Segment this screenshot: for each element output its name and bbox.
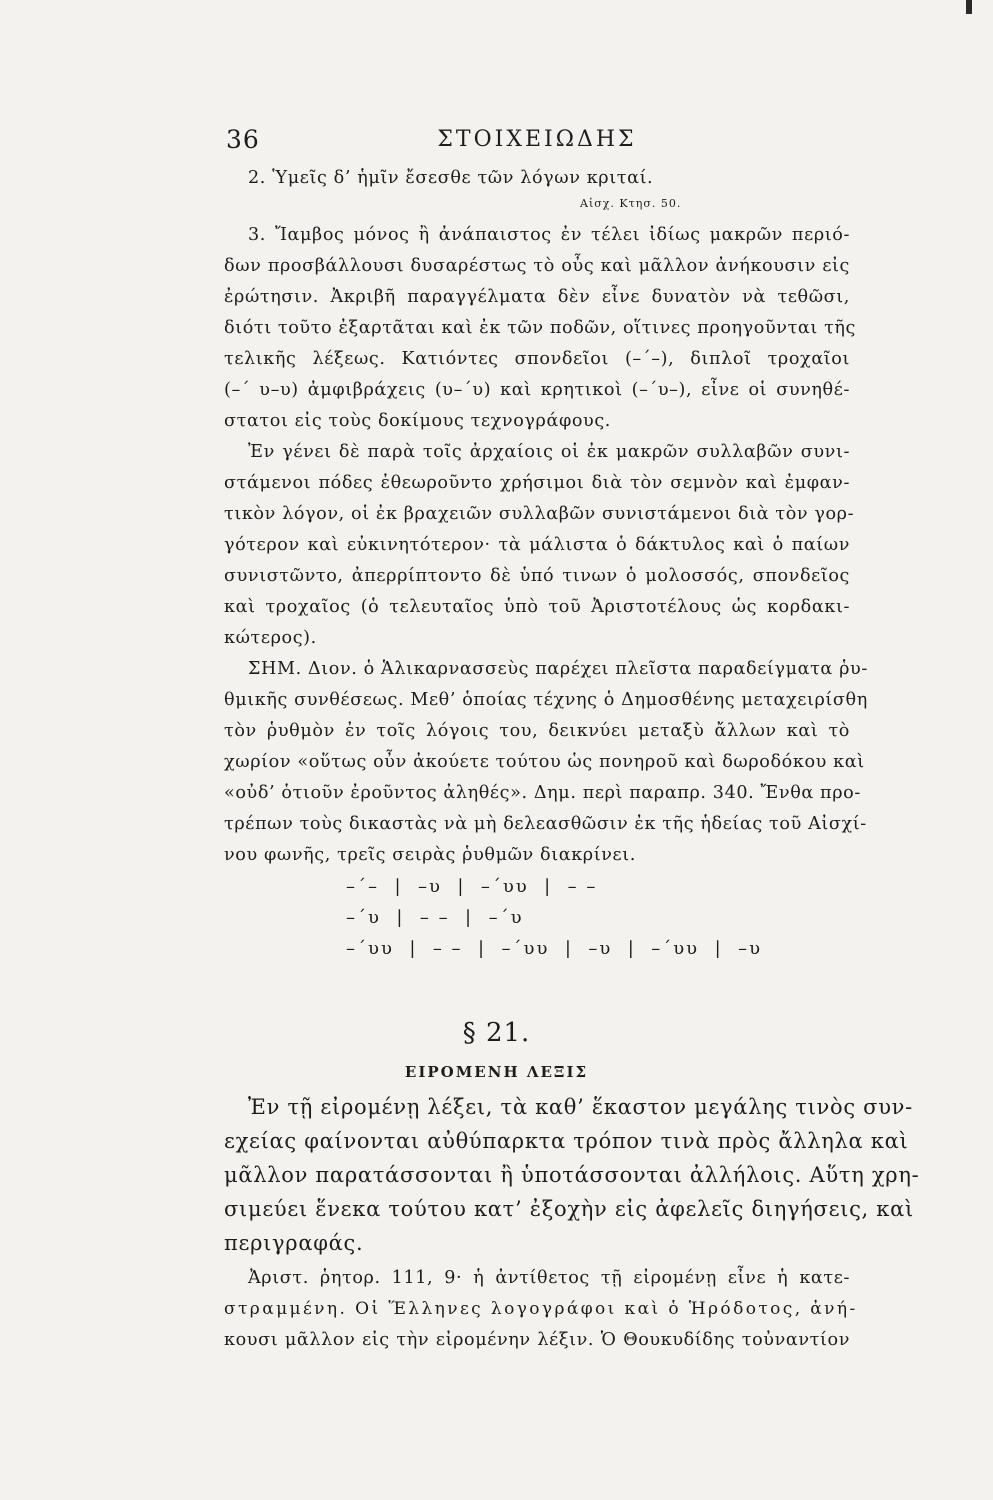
aristotle-note-line-1: Ἀριστ. ῥητορ. 111, 9· ἡ ἀντίθετος τῇ εἰρομένῃ εἶνε ἡ κατε- [248,1268,850,1288]
meters-line-1: Ἐν γένει δὲ παρὰ τοῖς ἀρχαίοις οἱ ἐκ μακρῶν συλλαβῶν συνι- [248,442,850,462]
note-line-3: τὸν ῥυθμὸν ἐν τοῖς λόγοις του, δεικνύει μεταξὺ ἄλλων καὶ τὸ [224,721,850,741]
note-line-6: τρέπων τοὺς δικαστὰς νὰ μὴ δελεασθῶσιν ἐκ τῆς ἡδείας τοῦ Αἰσχί- [224,814,867,834]
section-body-line-3: μᾶλλον παρατάσσονται ἢ ὑποτάσσονται ἀλλήλοις. Αὕτη χρη- [224,1163,920,1187]
section-body-line-1: Ἐν τῇ εἰρομένῃ λέξει, τὰ καθ’ ἕκαστον μεγάλης τινὸς συν- [248,1095,913,1119]
aristotle-note-line-2: στραμμένη. Οἱ Ἕλληνες λογογράφοι καὶ ὁ Ἡρόδοτος, ἀνή- [224,1299,858,1319]
meters-line-5: συνιστῶντο, ἀπερρίπτοντο δὲ ὑπό τινων ὁ μολοσσός, σπονδεῖος [224,566,850,586]
item-3-line-1: 3. Ἴαμβος μόνος ἢ ἀνάπαιστος ἐν τέλει ἰδίως μακρῶν περιό- [248,225,850,245]
item-2-source: Αἰσχ. Κτησ. 50. [580,197,682,210]
meters-line-4: γότερον καὶ εὐκινητότερον· τὰ μάλιστα ὁ δάκτυλος καὶ ὁ παίων [224,535,850,555]
section-body-line-4: σιμεύει ἕνεκα τούτου κατ’ ἐξοχὴν εἰς ἀφελεῖς διηγήσεις, καὶ [224,1197,914,1221]
item-3-line-5: τελικῆς λέξεως. Κατιόντες σπονδεῖοι (–΄–), διπλοῖ τροχαῖοι [224,349,850,369]
item-3-line-4: διότι τοῦτο ἐξαρτᾶται καὶ ἐκ τῶν ποδῶν, οἵτινες προηγοῦνται τῆς [224,318,857,338]
aristotle-note-line-3: κουσι μᾶλλον εἰς τὴν εἰρομένην λέξιν. Ὁ Θουκυδίδης τοὐναντίον [224,1330,850,1350]
item-3-line-7: στατοι εἰς τοὺς δοκίμους τεχνογράφους. [224,411,612,431]
running-title: ΣΤΟΙΧΕΙΩΔΗΣ [437,127,637,152]
rhythm-scheme-2: –΄υ | – – | –΄υ [346,907,524,928]
meters-line-2: στάμενοι πόδες ἐθεωροῦντο χρήσιμοι διὰ τὸν σεμνὸν καὶ ἐμφαν- [224,473,850,493]
item-3-line-3: ἐρώτησιν. Ἀκριβῆ παραγγέλματα δὲν εἶνε δυνατὸν νὰ τεθῶσι, [224,287,850,307]
section-body-line-2: εχείας φαίνονται αὐθύπαρκτα τρόπον τινὰ πρὸς ἄλληλα καὶ [224,1129,909,1153]
section-number: § 21. [462,1018,531,1048]
page-number: 36 [226,125,260,154]
page-header [226,125,848,159]
meters-line-7: κώτερος). [224,628,317,648]
meters-line-3: τικὸν λόγον, οἱ ἐκ βραχειῶν συλλαβῶν συνιστάμενοι διὰ τὸν γορ- [224,504,855,524]
rhythm-scheme-3: –΄υυ | – – | –΄υυ | –υ | –΄υυ | –υ [346,938,763,959]
note-line-4: χωρίον «οὕτως οὖν ἀκούετε τούτου ὡς πονηροῦ καὶ δωροδόκου καὶ [224,752,865,772]
note-line-2: θμικῆς συνθέσεως. Μεθ’ ὁποίας τέχνης ὁ Δημοσθένης μεταχειρίσθη [224,690,868,710]
note-line-1: ΣΗΜ. Διον. ὁ Ἁλικαρνασσεὺς παρέχει πλεῖστα παραδείγματα ῥυ- [248,659,868,679]
section-title: ΕΙΡΟΜΕΝΗ ΛΕΞΙΣ [404,1063,589,1081]
note-line-5: «οὐδ’ ὁτιοῦν ἐροῦντος ἀληθές». Δημ. περὶ παραπρ. 340. Ἔνθα προ- [224,783,861,803]
item-3-line-2: δων προσβάλλουσι δυσαρέστως τὸ οὖς καὶ μᾶλλον ἀνήκουσιν εἰς [224,256,850,276]
item-3-line-6: (–΄ υ–υ) ἀμφιβράχεις (υ–΄υ) καὶ κρητικοὶ (–΄υ–), εἶνε οἱ συνηθέ- [224,380,850,400]
rhythm-scheme-1: –΄– | –υ | –΄υυ | – – [346,876,598,897]
section-body-line-5: περιγραφάς. [224,1231,364,1255]
item-2-line: 2. Ὑμεῖς δ’ ἡμῖν ἔσεσθε τῶν λόγων κριταί. [248,168,654,188]
note-line-7: νου φωνῆς, τρεῖς σειρὰς ῥυθμῶν διακρίνει. [224,845,636,865]
scan-edge-mark [966,0,972,14]
meters-line-6: καὶ τροχαῖος (ὁ τελευταῖος ὑπὸ τοῦ Ἀριστοτέλους ὡς κορδακι- [224,597,850,617]
